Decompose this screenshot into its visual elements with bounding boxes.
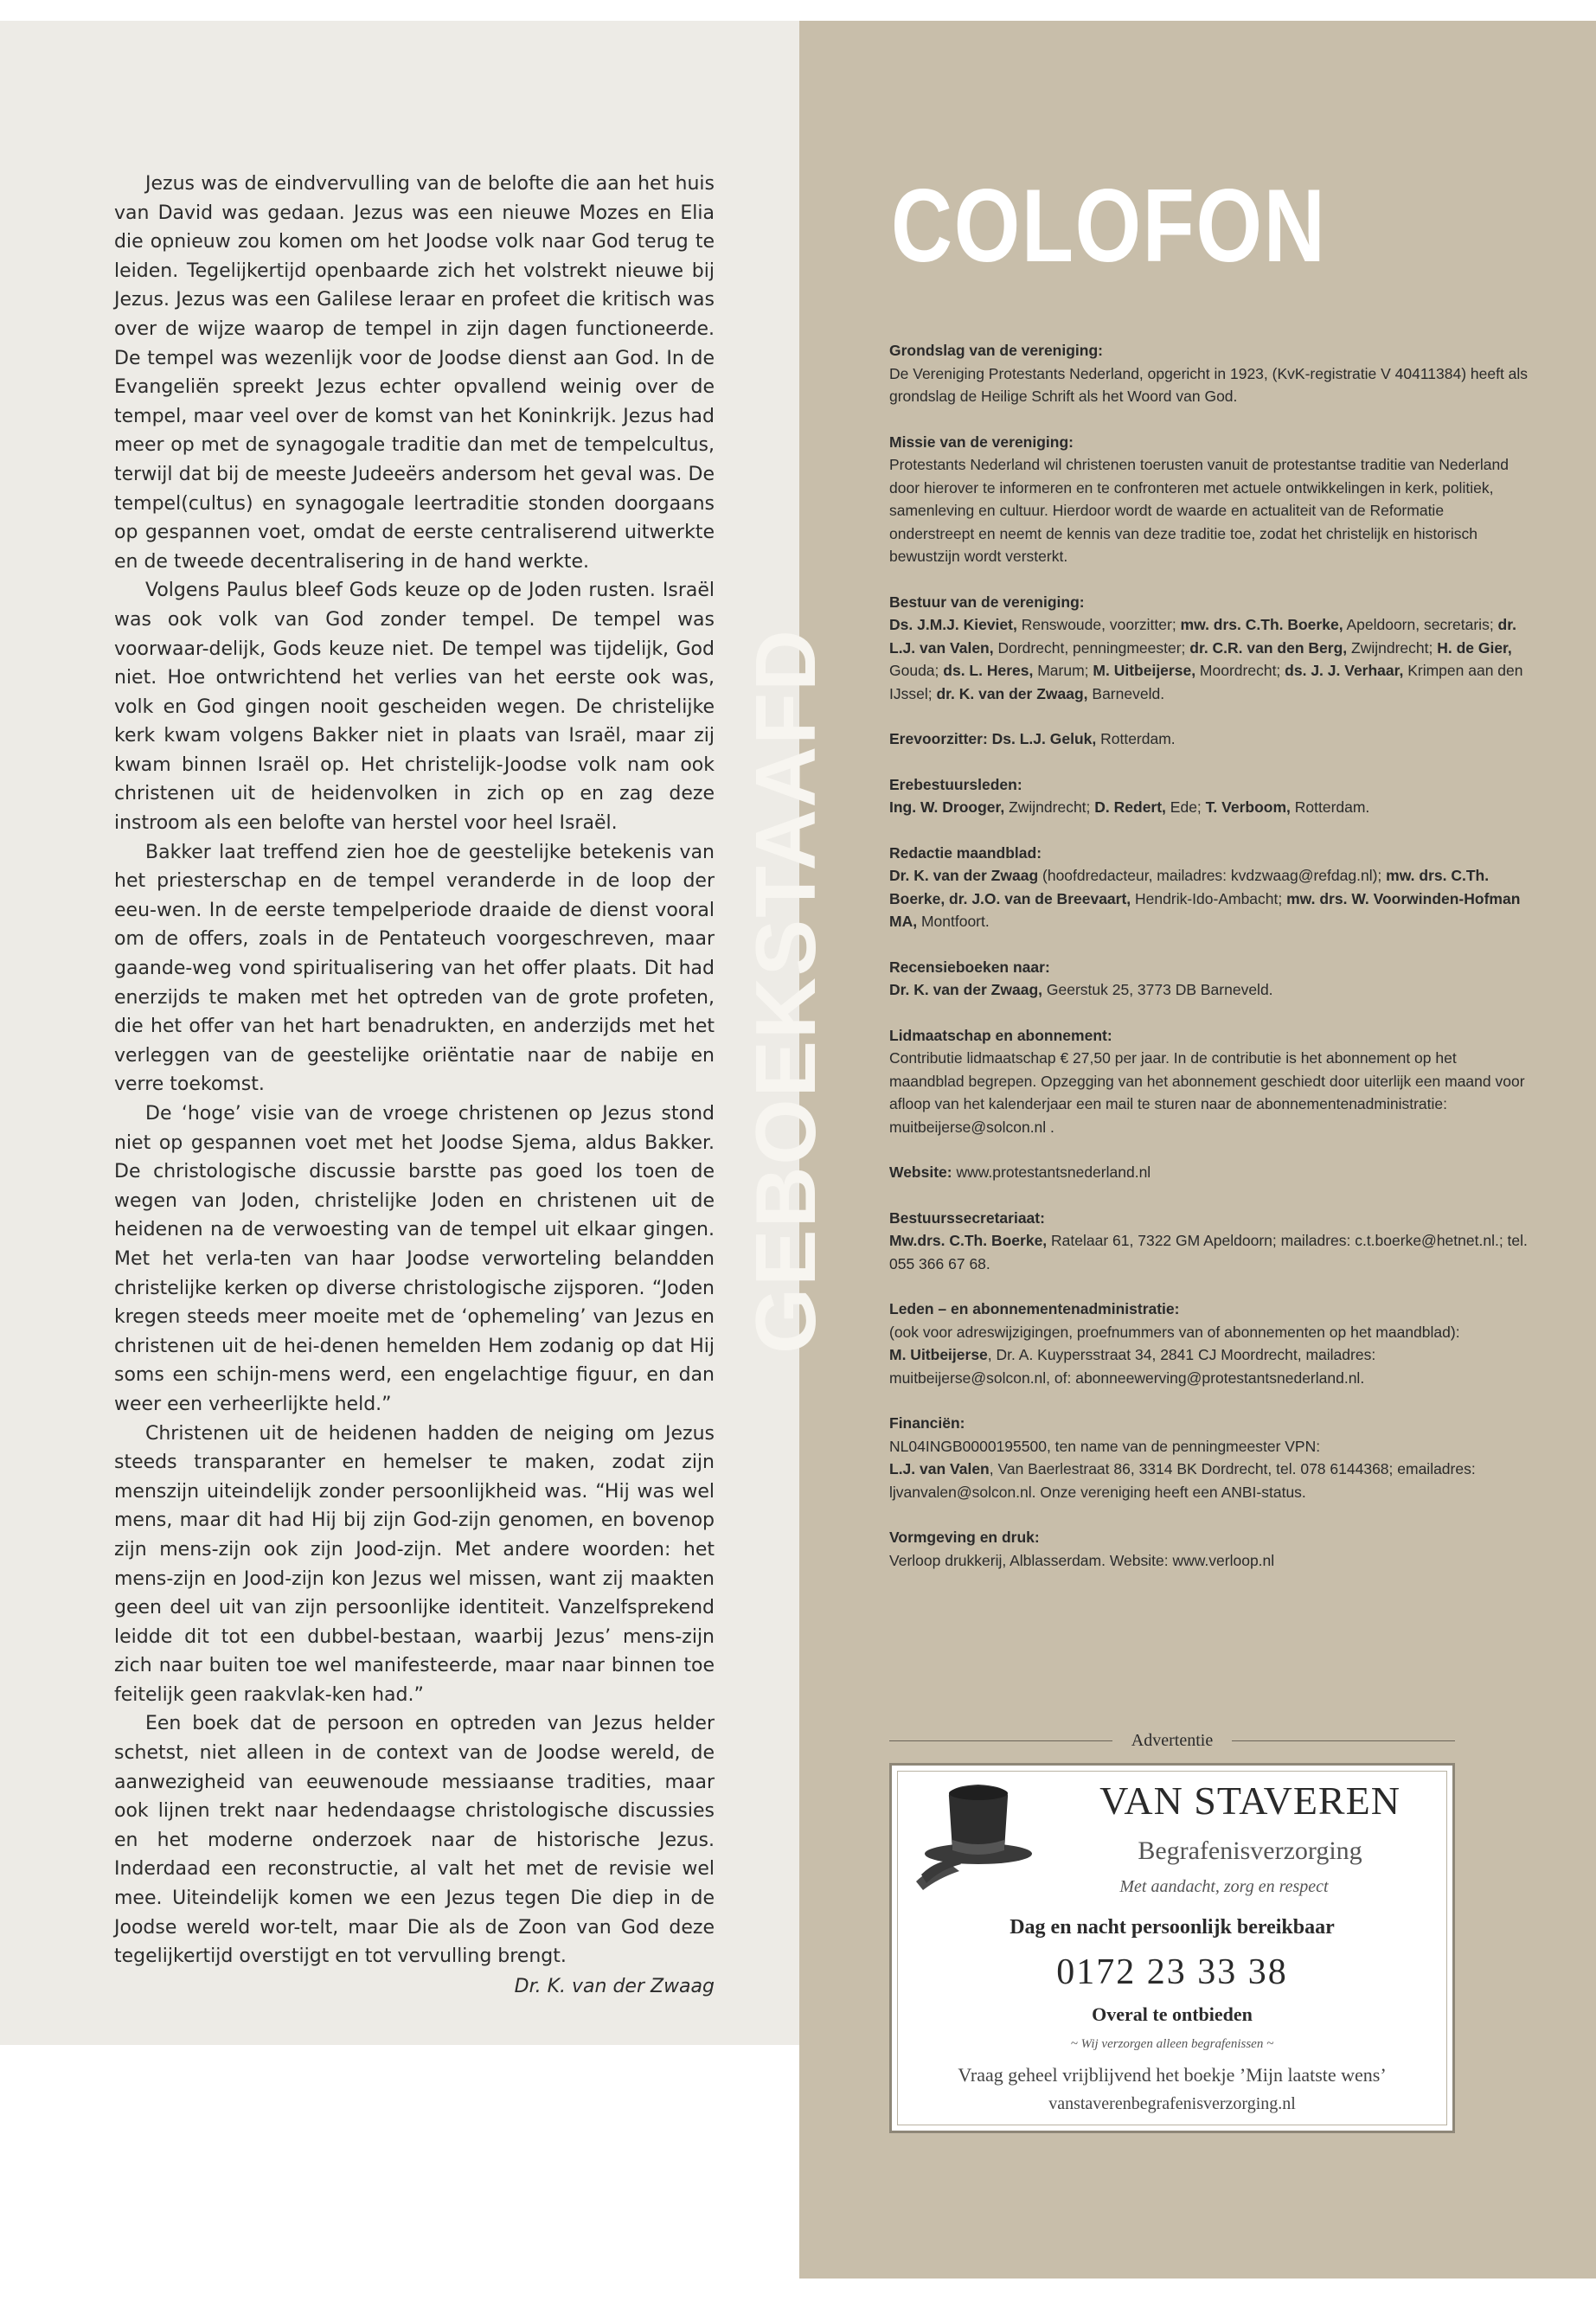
contact-name: Dr. K. van der Zwaag, <box>889 981 1042 998</box>
section-text: (ook voor adreswijzigingen, proefnummers van of abonnementen op het maandblad): <box>889 1323 1460 1341</box>
section-heading: Recensieboeken naar: <box>889 958 1050 976</box>
advertiser-tagline: Met aandacht, zorg en respect <box>1119 1877 1329 1896</box>
section-secretariaat <box>889 1207 1529 1276</box>
person-detail: Renswoude, voorzitter; <box>1016 616 1181 633</box>
section-heading: Vormgeving en druk: <box>889 1529 1040 1546</box>
section-erevoorzitter <box>889 727 1529 751</box>
advertiser-website[interactable]: vanstaverenbegrafenisverzorging.nl <box>1048 2094 1296 2113</box>
person-name: ds. L. Heres, <box>943 662 1034 679</box>
person-name: Ds. J.M.J. Kieviet, <box>889 616 1017 633</box>
article-body <box>114 170 715 2003</box>
article-paragraph: Volgens Paulus bleef Gods keuze op de Joden rusten. Israël was ook volk van God zonder tempel. De tempel was voorwaar-delijk, Gods keuze niet. De tempel was tijdelijk, God niet. Hoe ontwrichtend het verlies van het eerste ook was, volk en God gingen nooit gescheiden wegen. De christelijke kerk kwam volgens Bakker niet in plaats van Israël, maar zij kwam binnen Israël op. Het christelijk-Joodse volk nam ook christenen uit de heidenvolken in zich op en zag deze instroom als een belofte van herstel voor heel Israël. <box>114 580 715 835</box>
advertiser-coverage: Overal te ontbieden <box>1092 2003 1253 2025</box>
section-lidmaatschap <box>889 1024 1529 1139</box>
person-detail: Montfoort. <box>917 913 990 930</box>
section-recensie <box>889 956 1529 1002</box>
person-name: Ing. W. Drooger, <box>889 798 1005 816</box>
section-leden <box>889 1298 1529 1389</box>
section-text: Verloop drukkerij, Alblasserdam. Website: www.verloop.nl <box>889 1551 1275 1569</box>
article-paragraph: Christenen uit de heidenen hadden de neiging om Jezus steeds transparanter en hemelser te maken, zodat zijn menszijn uiteindelijk zonder persoonlijkheid was. “Hij was wel mens, maar dit had Hij bij zijn God-zijn genomen, en bovenop zijn mens-zijn ook zijn Jood-zijn. Met andere woorden: het mens-zijn en Jood-zijn kon Jezus wel missen, want zij maakten geen deel uit van zijn persoonlijke identiteit. Vanzelfsprekend leidde dit tot een dubbel-bestaan, waarbij Jezus’ mens-zijn zich naar buiten toe wel manifesteerde, maar naar binnen toe feitelijk geen raakvlak-ken had.” <box>114 1422 715 1706</box>
person-name: ds. J. J. Verhaar, <box>1285 662 1404 679</box>
section-vormgeving <box>889 1526 1529 1572</box>
person-detail: Moordrecht; <box>1195 662 1285 679</box>
advertiser-phone: 0172 23 33 38 <box>1056 1952 1288 1992</box>
section-heading: Erevoorzitter: Ds. L.J. Geluk, <box>889 730 1097 747</box>
advertiser-name: VAN STAVEREN <box>1099 1779 1401 1823</box>
person-name: H. de Gier, <box>1437 638 1512 657</box>
person-name: D. Redert, <box>1094 798 1166 816</box>
section-text: NL04INGB0000195500, ten name van de penningmeester VPN: <box>889 1437 1321 1455</box>
person-name: T. Verboom, <box>1205 798 1291 816</box>
section-heading: Grondslag van de vereniging: <box>889 342 1103 359</box>
article-paragraph: Jezus was de eindvervulling van de belofte die aan het huis van David was gedaan. Jezus was een nieuwe Mozes en Elia die opnieuw zou komen om het Joodse volk naar God terug te leiden. Tegelijkertijd openbaarde zich het volstrekt nieuwe bij Jezus. Jezus was een Galilese leraar en profeet die kritisch was over de wijze waarop de tempel in zijn dagen functioneerde. De tempel was wezenlijk voor de Joodse dienst aan God. In de Evangeliën spreekt Jezus echter opvallend weinig over de tempel, maar veel over de komst van het Koninkrijk. Jezus had meer op met de synagogale traditie dan met de tempelcultus, terwijl dat bij de meeste Judeeërs andersom het geval was. De tempel(cultus) en synagogale leertraditie stonden doorgaans op gespannen voet, omdat de eerste centraliserend uitwerkte en de tweede decentralisering in de hand werkte. <box>114 173 715 573</box>
person-detail: (hoofdredacteur, mailadres: kvdzwaag@refdag.nl); <box>1038 867 1387 884</box>
website-link[interactable]: www.protestantsnederland.nl <box>952 1163 1151 1181</box>
person-detail: Marum; <box>1033 662 1093 679</box>
section-heading: Financiën: <box>889 1414 965 1432</box>
colofon-title: COLOFON <box>891 168 1327 284</box>
advertisement[interactable] <box>889 1763 1455 2133</box>
section-label-vertical: GEBOEKSTAAFD <box>738 628 833 1354</box>
section-text: Contributie lidmaatschap € 27,50 per jaar. In de contributie is het abonnement op het maandblad begrepen. Opzegging van het abonnement geschiedt door uiterlijk een maand voor afloop van het kalenderjaar een mail te sturen naar de abonnementenadministratie: muitbeijerse@solcon.nl . <box>889 1049 1525 1136</box>
article-paragraph: Een boek dat de persoon en optreden van Jezus helder schetst, niet alleen in de context van de Joodse wereld, de aanwezigheid van eeuwenoude messiaanse tradities, maar ook lijnen trekt naar hedendaagse christologische discussies en het moderne onderzoek naar de historische Jezus. Inderdaad een reconstructie, al valt het met de revisie wel mee. Uiteindelijk komen we een Jezus tegen Die diep in de Joodse wereld wor-telt, maar Die als de Zoon van God deze tegelijkertijd overstijgt en tot vervulling brengt. <box>114 1713 715 1968</box>
advertiser-subtitle: Begrafenisverzorging <box>1138 1836 1362 1865</box>
contact-name: Mw.drs. C.Th. Boerke, <box>889 1232 1048 1249</box>
section-text: Rotterdam. <box>1096 730 1176 747</box>
person-detail: Dordrecht, penningmeester; <box>993 638 1190 657</box>
person-detail: Rotterdam. <box>1290 798 1370 816</box>
section-missie <box>889 431 1529 568</box>
board-members <box>889 616 1523 702</box>
person-name: Dr. K. van der Zwaag <box>889 867 1039 884</box>
editors <box>889 867 1520 930</box>
article-paragraph: Bakker laat treffend zien hoe de geestelijke betekenis van het priesterschap en de tempel veranderde in de loop der eeu-wen. In de eerste tempelperiode draaide de dienst vooral om de offers, zoals in de Pentateuch voorgeschreven, maar gaande-weg vond spiritualisering van het offer plaats. Dit had enerzijds te maken met het optreden van de grote profeten, die het offer van het hart benadrukten, en anderzijds met het verleggen van de geestelijke oriëntatie naar de nabije en verre toekomst. <box>114 841 715 1096</box>
person-name: dr. K. van der Zwaag, <box>936 684 1088 702</box>
section-heading: Erebestuursleden: <box>889 775 1022 793</box>
section-website <box>889 1161 1529 1184</box>
article-signature: Dr. K. van der Zwaag <box>514 1975 715 1997</box>
section-heading: Leden – en abonnementenadministratie: <box>889 1300 1180 1317</box>
section-heading: Website: <box>889 1163 952 1181</box>
person-detail: Krimpen aan den IJssel; <box>889 662 1523 702</box>
person-name: M. Uitbeijerse, <box>1093 662 1196 679</box>
advert-label: Advertentie <box>1131 1731 1214 1750</box>
section-erebestuur <box>889 773 1529 819</box>
section-text: Protestants Nederland wil christenen toerusten vanuit de protestantse traditie van Nederland door hierover te informeren en te confronteren met actuele ontwikkelingen in kerk, politiek, samenleving en cultuur. Hierdoor wordt de waarde en actualiteit van de Reformatie onderstreept en neemt de kennis van deze traditie toe, zodat het christelijk en historisch bewustzijn wordt versterkt. <box>889 456 1509 565</box>
section-grondslag <box>889 339 1529 408</box>
section-heading: Lidmaatschap en abonnement: <box>889 1026 1112 1044</box>
section-financien <box>889 1412 1529 1503</box>
contact-name: M. Uitbeijerse <box>889 1346 988 1363</box>
contact-name: L.J. van Valen <box>889 1460 990 1477</box>
person-name: dr. C.R. van den Berg, <box>1189 638 1348 657</box>
section-heading: Redactie maandblad: <box>889 843 1042 862</box>
person-detail: Gouda; <box>889 662 944 679</box>
advertiser-offer: Vraag geheel vrijblijvend het boekje ’Mijn laatste wens’ <box>958 2064 1387 2086</box>
colofon-body <box>889 339 1529 1594</box>
article-paragraph: De ‘hoge’ visie van de vroege christenen op Jezus stond niet op gespannen voet met het Joodse Sjema, aldus Bakker. De christologische discussie barstte pas goed los toen de wegen van Joden, christelijke Joden en christenen uit de heidenen na de verwoesting van de tempel uit elkaar gingen. Met het verla-ten van haar Joodse verworteling belandden christelijke kerken op diverse christologische zijsporen. “Joden kregen steeds meer moeite met de ‘ophemeling’ van Jezus en christenen uit de hei-denen hemelden Hem zodanig op dat Hij soms een schijn-mens werd, een engelachtige figuur, en dan weer een verheerlijkte held.” <box>114 1103 715 1415</box>
person-name: mw. drs. C.Th. Boerke, <box>1180 616 1343 633</box>
divider-line <box>1232 1740 1455 1741</box>
section-heading: Missie van de vereniging: <box>889 433 1074 451</box>
person-detail: Zwijndrecht; <box>1004 798 1095 816</box>
person-detail: Zwijndrecht; <box>1347 638 1438 657</box>
person-detail: Barneveld. <box>1087 684 1165 702</box>
person-detail: Hendrik-Ido-Ambacht; <box>1131 889 1287 907</box>
advertiser-availability: Dag en nacht persoonlijk bereikbaar <box>1010 1916 1335 1939</box>
person-name: dr. L.J. van Valen, <box>889 616 1516 657</box>
section-heading: Bestuur van de vereniging: <box>889 593 1085 611</box>
section-text: , Dr. A. Kuypersstraat 34, 2841 CJ Moordrecht, mailadres: muitbeijerse@solcon.nl, of: abonneewerving@protestantsnederland.nl. <box>889 1346 1376 1387</box>
section-bestuur <box>889 591 1529 706</box>
section-text: De Vereniging Protestants Nederland, opgericht in 1923, (KvK-registratie V 40411384) heeft als grondslag de Heilige Schrift als het Woord van God. <box>889 364 1529 405</box>
section-text: Ratelaar 61, 7322 GM Apeldoorn; mailadres: c.t.boerke@hetnet.nl.; tel. 055 366 67 68. <box>889 1232 1528 1272</box>
person-detail: Ede; <box>1165 798 1206 816</box>
section-heading: Bestuurssecretariaat: <box>889 1208 1045 1227</box>
section-text: Geerstuk 25, 3773 DB Barneveld. <box>1042 981 1273 998</box>
person-name: mw. drs. W. Voorwinden-Hofman MA, <box>889 889 1521 930</box>
person-name: mw. drs. C.Th. Boerke, dr. J.O. van de Breevaart, <box>889 867 1490 907</box>
honorary-members <box>889 798 1369 816</box>
advert-divider <box>889 1732 1455 1749</box>
section-text: , Van Baerlestraat 86, 3314 BK Dordrecht, tel. 078 6144368; emailadres: ljvanvalen@solcon.nl. Onze vereniging heeft een ANBI-status. <box>889 1460 1476 1501</box>
advertiser-note: ~ Wij verzorgen alleen begrafenissen ~ <box>1070 2037 1274 2051</box>
section-redactie <box>889 842 1529 933</box>
person-detail: Apeldoorn, secretaris; <box>1343 616 1498 633</box>
